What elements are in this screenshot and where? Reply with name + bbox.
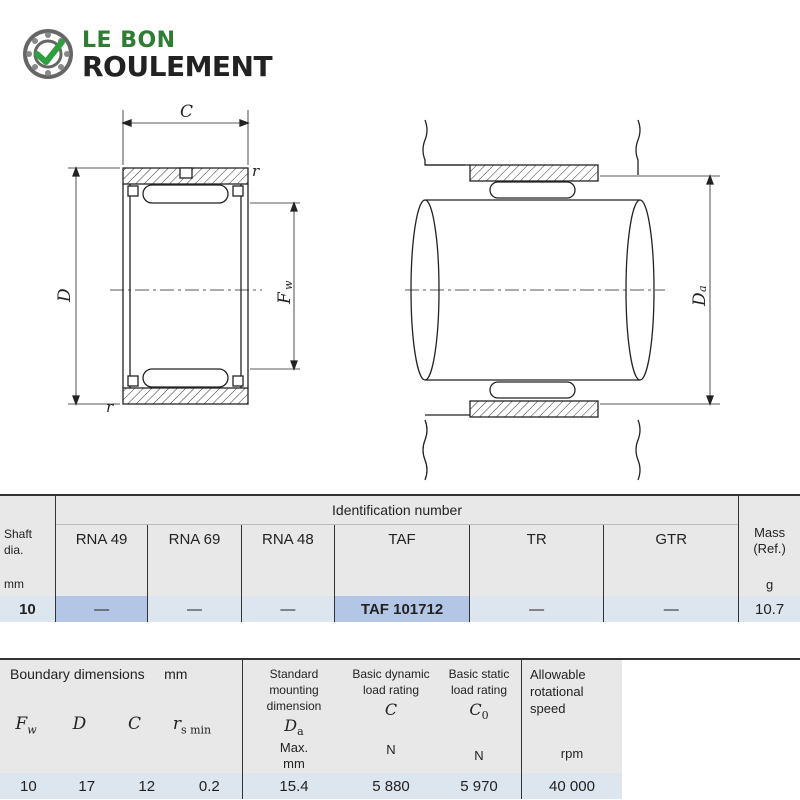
mass-header: Mass (Ref.) g [739,495,800,596]
brand-line2: ROULEMENT [82,50,273,83]
label-Fw-sub: w [282,280,295,290]
speed-header: Allowable rotational speed rpm [522,659,623,773]
label-r-bottom: r [106,398,114,416]
label-r-top: r [252,162,260,180]
bearing-logo-icon [22,28,74,80]
rna49-value: — [55,596,147,622]
right-roller-top [490,182,575,198]
roller-top [143,185,228,203]
fw-value: 10 [0,773,57,799]
mass-value: 10.7 [739,596,800,622]
label-Da: D [690,292,710,306]
d-value: 17 [57,773,117,799]
static-header: Basic static load rating $C_0$ N [448,667,510,764]
label-D: D [55,288,75,302]
boundary-header: Boundary dimensions mm $F_w$ D C $r_{s min}$ [10,666,212,737]
id-title: Identification number [55,495,738,524]
tr-value: — [470,596,604,622]
col-rna69: RNA 69 [148,524,241,596]
outer-ring-bottom [123,388,248,404]
gtr-value: — [604,596,739,622]
table-row [0,773,800,799]
mounting-header: Standard mounting dimension $D_a$ Max. mm [243,659,346,773]
label-Fw: F [275,292,295,304]
right-roller-bottom [490,382,575,398]
speed-value: 40 000 [522,773,623,799]
col-gtr: GTR [604,524,739,596]
boundary-table [0,658,800,799]
c-value: 12 [117,773,177,799]
col-rna48: RNA 48 [241,524,334,596]
identification-table [0,494,800,622]
label-Da-sub: a [696,285,709,292]
col-taf: TAF [335,524,470,596]
roller-bottom [143,369,228,387]
right-outer-ring-top [470,165,598,181]
col-rna49: RNA 49 [55,524,147,596]
col-tr: TR [470,524,604,596]
label-C: C [180,102,194,122]
rna48-value: — [241,596,334,622]
table-row [0,596,800,622]
shaft-value: 10 [0,596,55,622]
cdyn-value: 5 880 [345,773,437,799]
da-value: 15.4 [243,773,346,799]
r-value: 0.2 [177,773,243,799]
shaft-header: Shaft dia. mm [4,527,33,591]
taf-value[interactable]: TAF 101712 [335,596,470,622]
right-outer-ring-bottom [470,401,598,417]
dynamic-header: Basic dynamic load rating C N [352,667,430,757]
cst-value: 5 970 [437,773,522,799]
rna69-value: — [148,596,241,622]
bearing-drawing [0,90,800,490]
brand-line1: LE BON [82,28,176,53]
brand-logo [22,26,302,84]
